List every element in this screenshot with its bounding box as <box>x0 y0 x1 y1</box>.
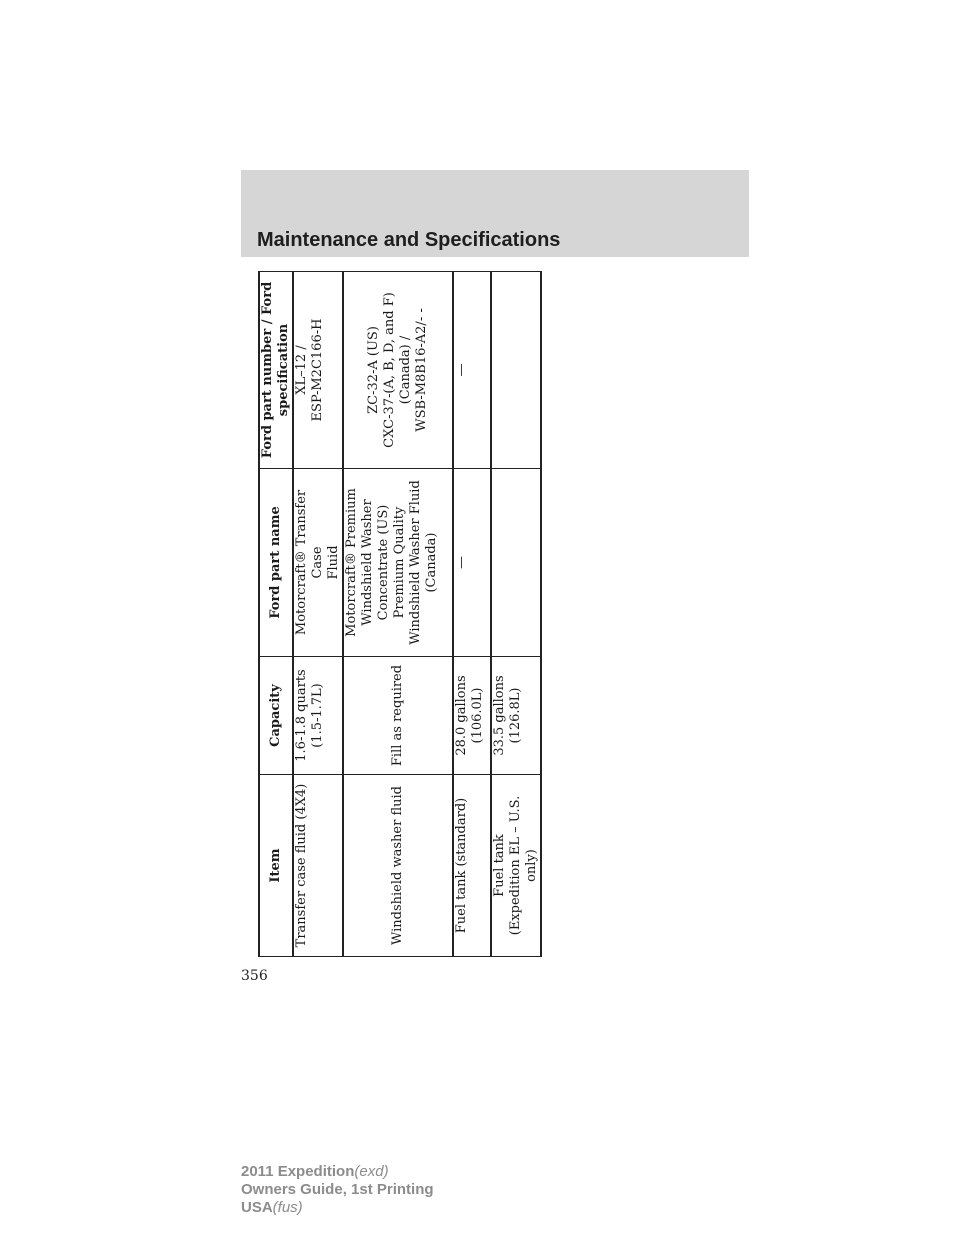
cell-capacity <box>453 657 491 775</box>
table-row <box>293 272 343 957</box>
section-header-band <box>241 170 749 257</box>
column-header-part-number: Ford part number / Ford specification <box>259 272 293 469</box>
cell-item <box>453 775 491 957</box>
cell-line: WSB-M8B16-A2/- - <box>414 308 429 432</box>
table-row <box>453 272 491 957</box>
cell-item <box>293 775 343 957</box>
cell-capacity <box>343 657 453 775</box>
cell-line: Premium Quality <box>392 506 407 619</box>
cell-part-number <box>491 272 541 469</box>
footer-line-2 <box>241 1181 434 1199</box>
cell-line: (Canada) <box>424 532 439 593</box>
cell-line: 33.5 gallons <box>492 675 507 756</box>
column-header-part-name: Ford part name <box>259 469 293 657</box>
cell-line: XL–12 / <box>294 345 309 395</box>
footer-model: 2011 Expedition <box>241 1163 355 1180</box>
cell-line: Concentrate (US) <box>376 504 391 621</box>
cell-part-name <box>453 469 491 657</box>
cell-line: Fluid <box>326 545 341 580</box>
cell-capacity <box>293 657 343 775</box>
cell-line: ZC-32-A (US) <box>366 326 381 414</box>
cell-line: Windshield washer fluid <box>390 786 405 945</box>
page-number: 356 <box>241 968 268 984</box>
cell-line: — <box>454 556 469 569</box>
cell-line: (1.5-1.7L) <box>310 683 325 748</box>
cell-line: CXC-37-(A, B, D, and F) <box>382 292 397 448</box>
cell-part-name <box>293 469 343 657</box>
cell-part-name <box>343 469 453 657</box>
cell-line: Fuel tank (standard) <box>454 797 469 934</box>
table-row <box>491 272 541 957</box>
cell-line: ESP-M2C166-H <box>310 318 325 422</box>
table-header-row <box>259 272 293 957</box>
footer-model-code: (exd) <box>354 1163 389 1180</box>
cell-item <box>491 775 541 957</box>
cell-line: 1.6-1.8 quarts <box>294 669 309 762</box>
specifications-table <box>258 271 542 957</box>
cell-line: only) <box>524 849 539 882</box>
footer-line-1 <box>241 1163 434 1181</box>
footer <box>241 1163 434 1217</box>
footer-market-code: (fus) <box>272 1199 303 1216</box>
cell-part-name <box>491 469 541 657</box>
cell-part-number <box>453 272 491 469</box>
cell-line: Fill as required <box>390 664 405 767</box>
cell-line: Windshield Washer Fluid <box>408 480 423 645</box>
cell-part-number <box>343 272 453 469</box>
cell-capacity <box>491 657 541 775</box>
cell-line: Transfer case fluid (4X4) <box>294 783 309 948</box>
specifications-table-rotated <box>258 272 539 957</box>
column-header-capacity: Capacity <box>259 657 293 775</box>
cell-line: 28.0 gallons <box>454 675 469 756</box>
cell-line: Fuel tank <box>492 834 507 897</box>
cell-part-number <box>293 272 343 469</box>
table-row <box>343 272 453 957</box>
footer-market: USA <box>241 1199 273 1216</box>
cell-line: (126.8L) <box>508 687 523 744</box>
cell-line: (Expedition EL – U.S. <box>508 795 523 936</box>
cell-line: Motorcraft® Transfer Case <box>294 489 325 636</box>
cell-line: Motorcraft® Premium <box>344 488 359 637</box>
cell-line: Windshield Washer <box>360 499 375 626</box>
footer-line-3 <box>241 1199 434 1217</box>
column-header-item: Item <box>259 775 293 957</box>
cell-line: — <box>454 363 469 377</box>
cell-item <box>343 775 453 957</box>
section-title: Maintenance and Specifications <box>257 229 561 251</box>
cell-line: (Canada) / <box>398 335 413 405</box>
cell-line: (106.0L) <box>470 687 485 744</box>
footer-guide: Owners Guide, 1st Printing <box>241 1181 434 1198</box>
